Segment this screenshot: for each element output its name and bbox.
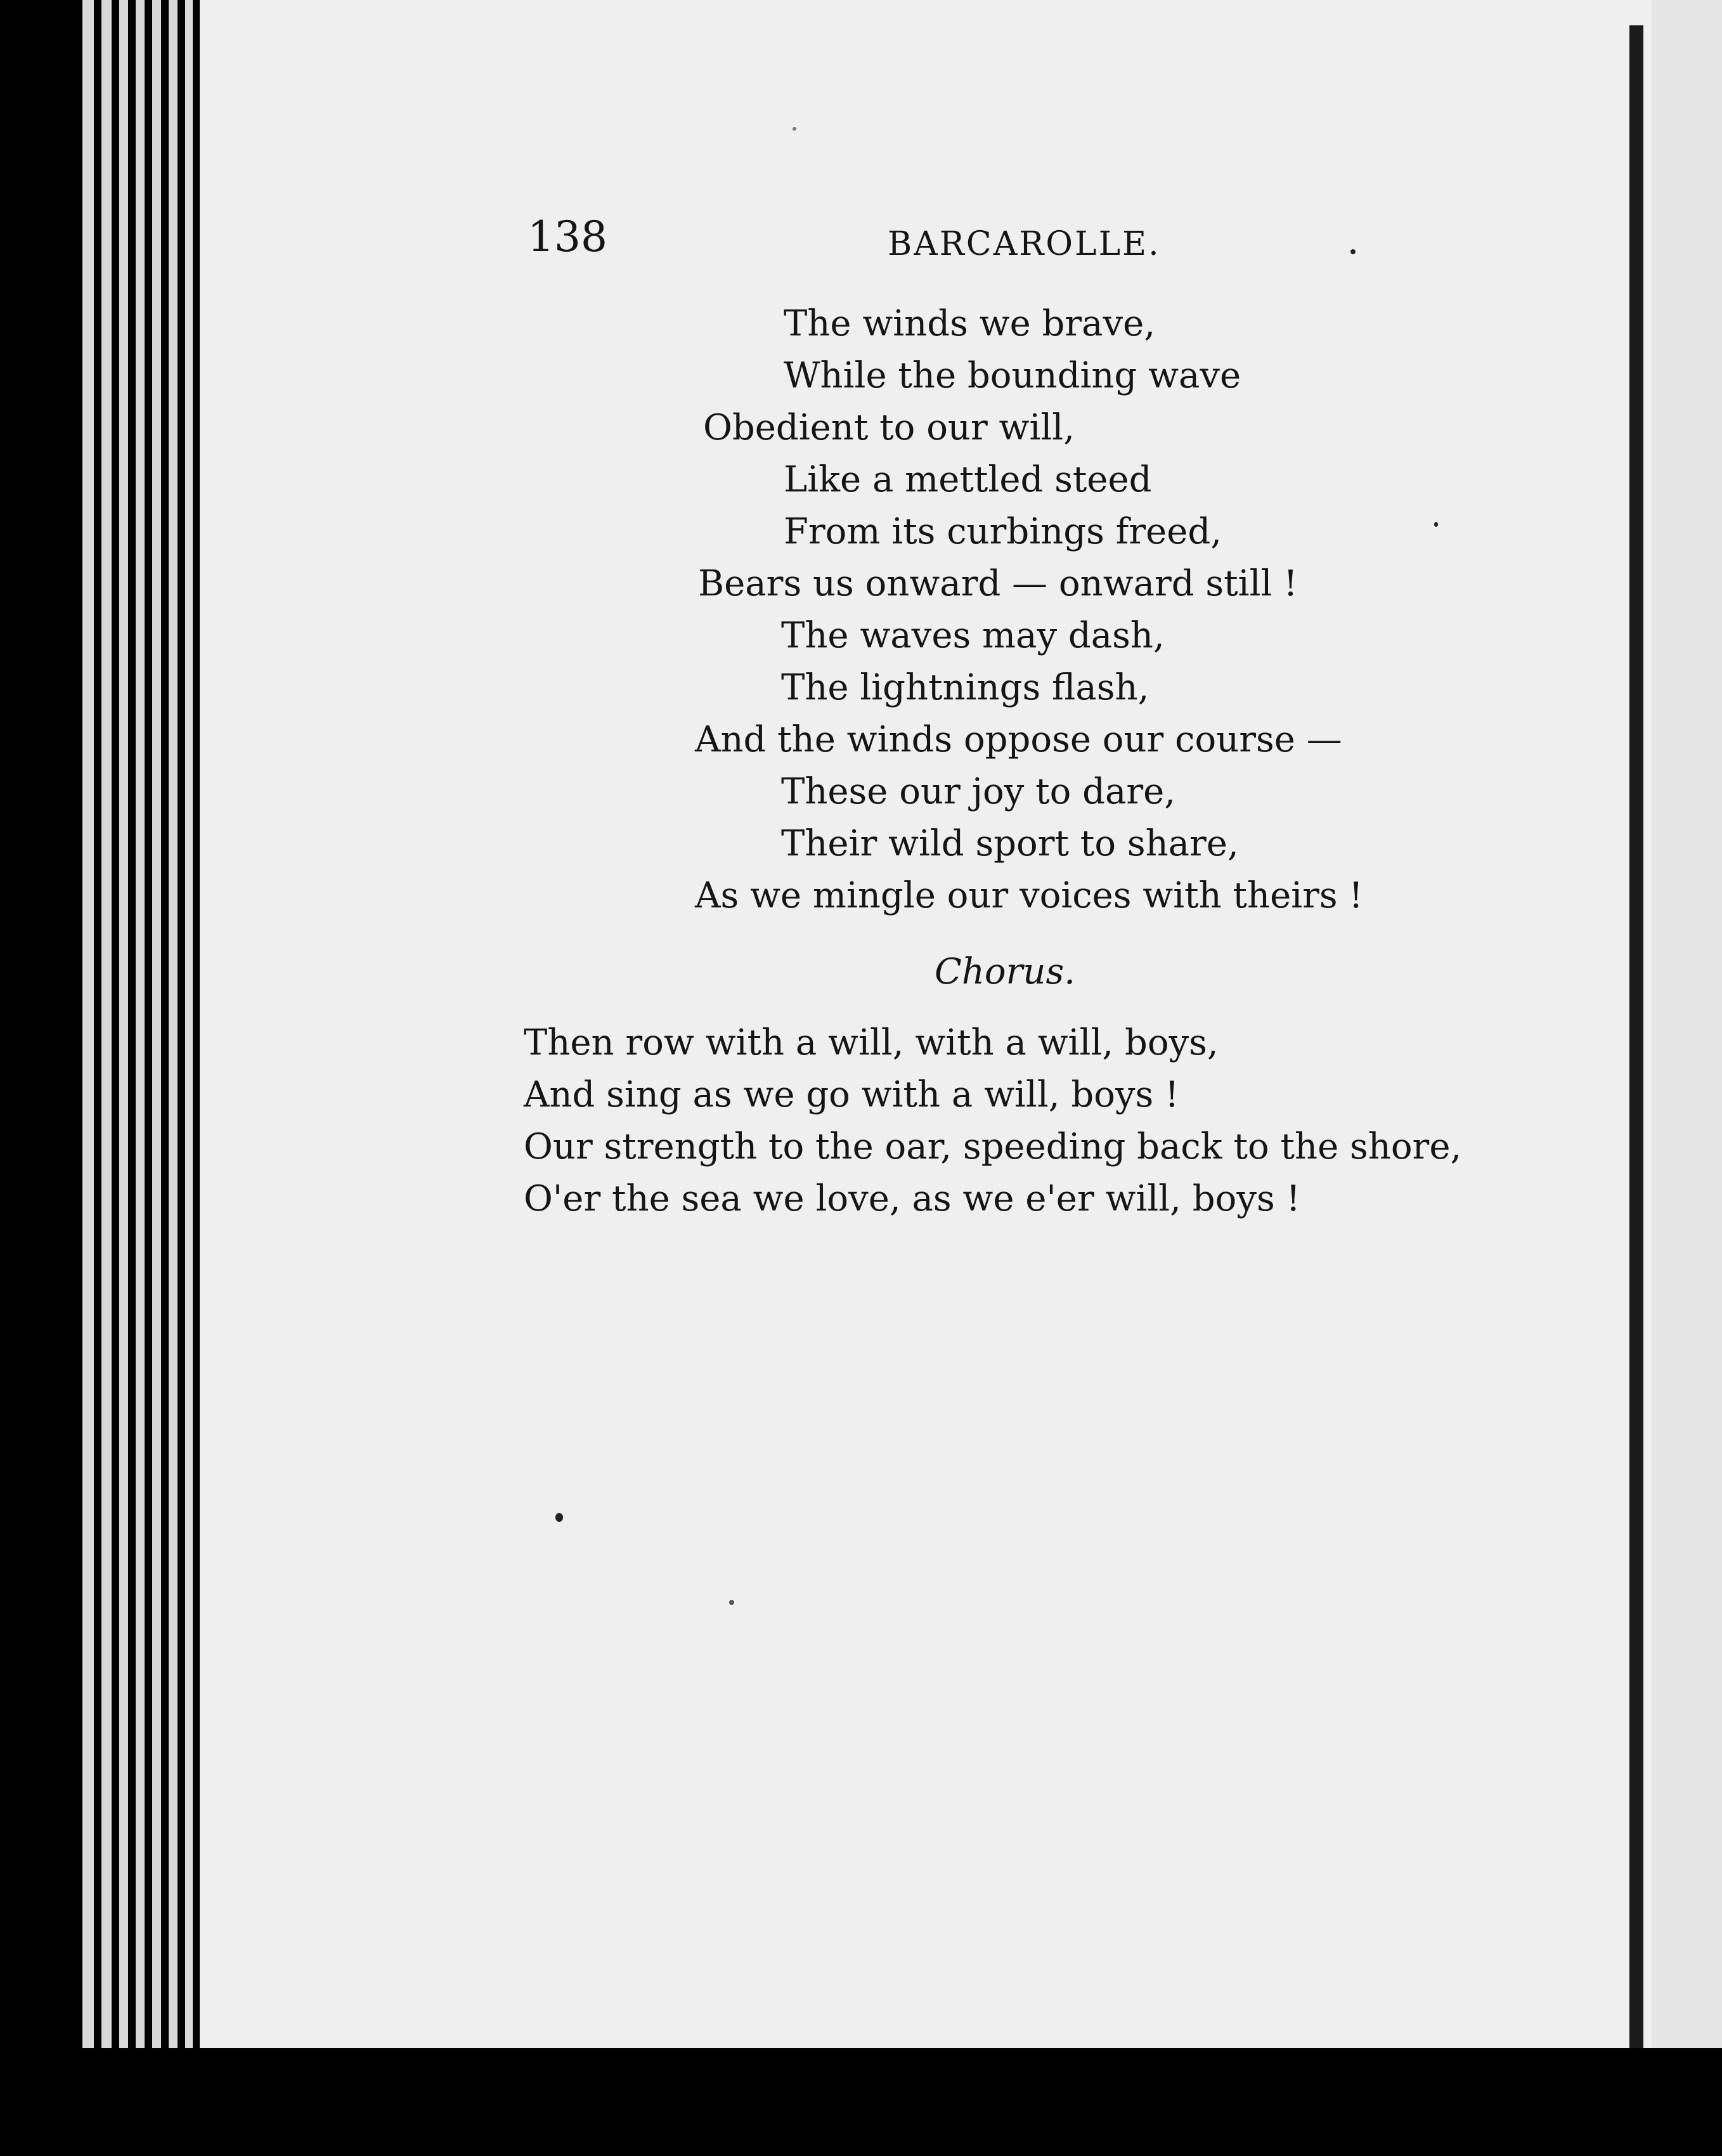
facing-page-edge	[1629, 25, 1643, 2048]
page-edge	[136, 0, 145, 2055]
chorus-line: Then row with a will, with a will, boys,	[524, 1022, 1219, 1063]
verse-line: The waves may dash,	[781, 615, 1165, 656]
verse-line: These our joy to dare,	[781, 771, 1176, 812]
verse-line: As we mingle our voices with theirs !	[695, 875, 1363, 916]
chorus-heading: Chorus.	[935, 951, 1076, 992]
verse-line: Their wild sport to share,	[781, 823, 1239, 864]
page-edge	[101, 0, 112, 2055]
running-head: BARCAROLLE.	[888, 225, 1161, 263]
page-edge	[169, 0, 178, 2055]
verse-line: The winds we brave,	[784, 303, 1156, 344]
page-number: 138	[528, 212, 607, 261]
verse-line: The lightnings flash,	[781, 667, 1149, 708]
verse-line: From its curbings freed,	[784, 511, 1222, 552]
verse-line: Like a mettled steed	[784, 459, 1152, 500]
scan-speck	[555, 1513, 563, 1522]
chorus-line: Our strength to the oar, speeding back to the shore,	[524, 1126, 1462, 1167]
scan-speck	[729, 1600, 734, 1605]
chorus-line: And sing as we go with a will, boys !	[524, 1074, 1179, 1115]
verse-line: Obedient to our will,	[703, 407, 1075, 448]
page-edge	[152, 0, 161, 2055]
facing-page	[1652, 0, 1722, 2048]
scan-speck	[793, 127, 796, 131]
verse-line: Bears us onward — onward still !	[698, 563, 1298, 604]
page-edge	[82, 0, 94, 2055]
page-edge	[119, 0, 128, 2055]
scan-speck	[1434, 522, 1438, 527]
scan-border	[0, 2048, 1722, 2156]
chorus-line: O'er the sea we love, as we e'er will, boys !	[524, 1178, 1301, 1219]
verse-line: While the bounding wave	[784, 355, 1241, 396]
page-edge	[185, 0, 193, 2055]
scan-speck	[1350, 249, 1356, 254]
verse-line: And the winds oppose our course —	[695, 719, 1342, 760]
